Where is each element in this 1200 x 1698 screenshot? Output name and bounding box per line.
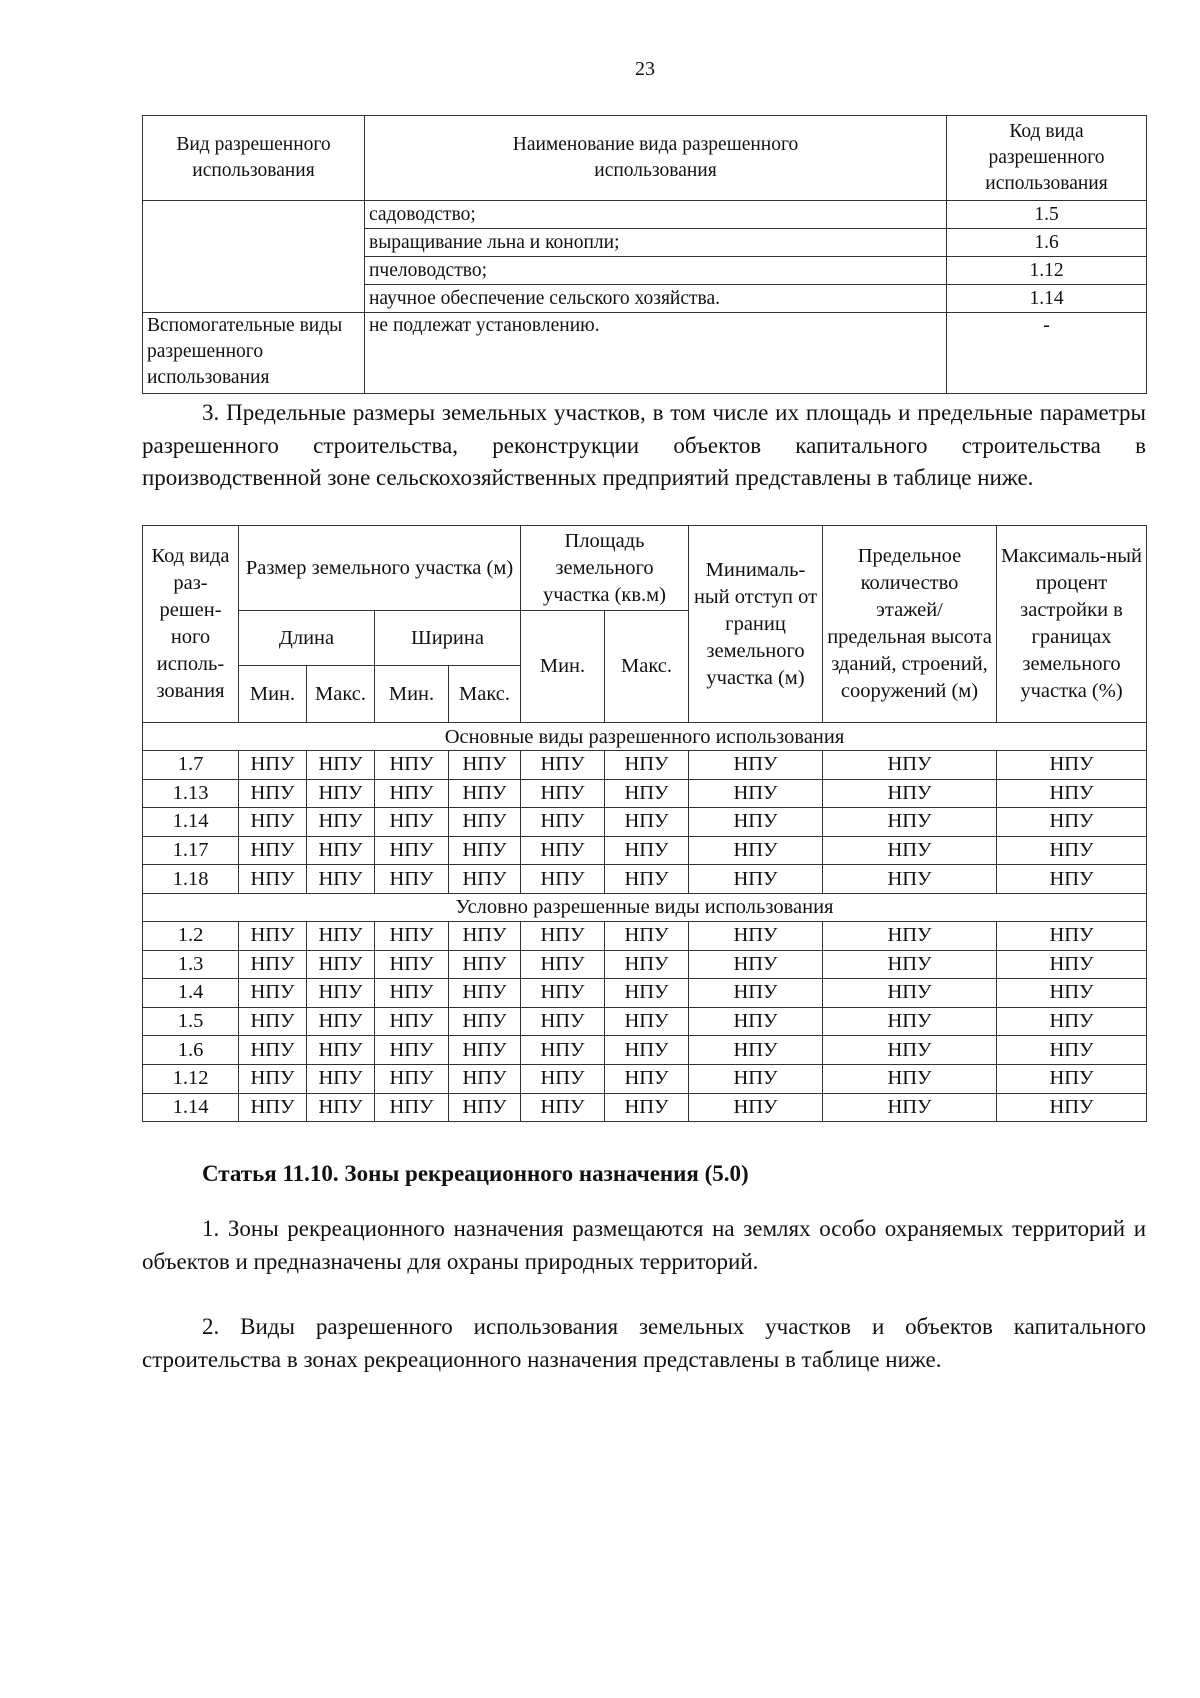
table-row xyxy=(143,779,1147,808)
value-cell: НПУ xyxy=(823,950,997,979)
header-row xyxy=(143,526,1147,611)
use-code: 1.5 xyxy=(947,201,1147,229)
value-cell: НПУ xyxy=(689,751,823,780)
value-cell: НПУ xyxy=(997,921,1147,950)
table-row xyxy=(143,313,1147,394)
value-cell: НПУ xyxy=(997,1036,1147,1065)
header-length-min: Мин. xyxy=(239,666,307,723)
value-cell: НПУ xyxy=(307,836,375,865)
header-area-max: Макс. xyxy=(605,611,689,723)
value-cell: НПУ xyxy=(307,865,375,894)
value-cell: НПУ xyxy=(239,979,307,1008)
section-row xyxy=(143,723,1147,751)
value-cell: НПУ xyxy=(521,1007,605,1036)
header-offset: Минималь-ный отступ от границ земельного участка (м) xyxy=(689,526,823,723)
value-cell: НПУ xyxy=(375,808,449,837)
value-cell: НПУ xyxy=(449,979,521,1008)
header-width-min: Мин. xyxy=(375,666,449,723)
value-cell: НПУ xyxy=(239,1064,307,1093)
use-code: 1.4 xyxy=(143,979,239,1008)
value-cell: НПУ xyxy=(239,1093,307,1122)
value-cell: НПУ xyxy=(375,1036,449,1065)
header-cell: Наименование вида разрешенного использования xyxy=(365,116,947,201)
value-cell: НПУ xyxy=(375,836,449,865)
value-cell: НПУ xyxy=(823,1093,997,1122)
value-cell: НПУ xyxy=(449,865,521,894)
use-name: садоводство; xyxy=(365,201,947,229)
value-cell: НПУ xyxy=(307,1036,375,1065)
table-header-row xyxy=(143,116,1147,201)
table-row xyxy=(143,865,1147,894)
header-width: Ширина xyxy=(375,611,521,666)
value-cell: НПУ xyxy=(997,979,1147,1008)
value-cell: НПУ xyxy=(375,1064,449,1093)
table-row xyxy=(143,1093,1147,1122)
value-cell: НПУ xyxy=(605,1036,689,1065)
value-cell: НПУ xyxy=(823,836,997,865)
table-row xyxy=(143,1036,1147,1065)
value-cell: НПУ xyxy=(823,979,997,1008)
value-cell: НПУ xyxy=(605,950,689,979)
value-cell: НПУ xyxy=(605,979,689,1008)
value-cell: НПУ xyxy=(689,1064,823,1093)
value-cell: НПУ xyxy=(997,751,1147,780)
value-cell: НПУ xyxy=(239,865,307,894)
value-cell: НПУ xyxy=(239,808,307,837)
value-cell: НПУ xyxy=(521,979,605,1008)
header-cell: Вид разрешенного использования xyxy=(143,116,365,201)
value-cell: НПУ xyxy=(689,950,823,979)
value-cell: НПУ xyxy=(375,1007,449,1036)
article-heading: Статья 11.10. Зоны рекреационного назначения (5.0) xyxy=(202,1161,749,1186)
use-code: 1.12 xyxy=(947,257,1147,285)
value-cell: НПУ xyxy=(605,865,689,894)
value-cell: НПУ xyxy=(239,1007,307,1036)
use-code: 1.2 xyxy=(143,921,239,950)
table-row xyxy=(143,921,1147,950)
value-cell: НПУ xyxy=(239,751,307,780)
use-code: 1.14 xyxy=(143,808,239,837)
value-cell: НПУ xyxy=(997,950,1147,979)
page-number: 23 xyxy=(635,58,655,80)
header-cell: Код вида разрешенного использования xyxy=(947,116,1147,201)
table-row xyxy=(143,808,1147,837)
value-cell: НПУ xyxy=(823,865,997,894)
table-row xyxy=(143,1007,1147,1036)
value-cell: НПУ xyxy=(375,950,449,979)
value-cell: НПУ xyxy=(449,921,521,950)
value-cell: НПУ xyxy=(449,950,521,979)
value-cell: НПУ xyxy=(449,1007,521,1036)
paragraph-text: 2. Виды разрешенного использования земельных участков и объектов капитального строительства в зонах рекреационного назначения представлены в таблице ниже. xyxy=(142,1314,1146,1372)
value-cell: НПУ xyxy=(689,836,823,865)
value-cell: НПУ xyxy=(689,921,823,950)
value-cell: НПУ xyxy=(449,808,521,837)
value-cell: НПУ xyxy=(375,779,449,808)
table-row xyxy=(143,950,1147,979)
value-cell: НПУ xyxy=(307,1064,375,1093)
value-cell: НПУ xyxy=(239,921,307,950)
value-cell: НПУ xyxy=(689,779,823,808)
value-cell: НПУ xyxy=(605,808,689,837)
value-cell: НПУ xyxy=(823,921,997,950)
value-cell: НПУ xyxy=(605,1007,689,1036)
header-size: Размер земельного участка (м) xyxy=(239,526,521,611)
table-row xyxy=(143,1064,1147,1093)
value-cell: НПУ xyxy=(689,865,823,894)
value-cell: НПУ xyxy=(689,808,823,837)
section-title: Условно разрешенные виды использования xyxy=(143,893,1147,921)
value-cell: НПУ xyxy=(239,1036,307,1065)
use-code: 1.5 xyxy=(143,1007,239,1036)
use-code: 1.18 xyxy=(143,865,239,894)
use-name: выращивание льна и конопли; xyxy=(365,229,947,257)
use-code: 1.14 xyxy=(143,1093,239,1122)
value-cell: НПУ xyxy=(605,921,689,950)
header-length: Длина xyxy=(239,611,375,666)
value-cell: НПУ xyxy=(605,836,689,865)
paragraph-uses xyxy=(142,1311,1146,1376)
header-code: Код вида раз-решен-ного исполь-зования xyxy=(143,526,239,723)
use-code: 1.14 xyxy=(947,285,1147,313)
value-cell: НПУ xyxy=(521,950,605,979)
paragraph-text: 3. Предельные размеры земельных участков, в том числе их площадь и предельные параметры разрешенного строительства, реконструкции объектов капитального строительства в производственной зоне сельскохозяйственных предприятий представлены в таблице ниже. xyxy=(142,400,1146,490)
value-cell: НПУ xyxy=(449,1093,521,1122)
value-cell: НПУ xyxy=(605,779,689,808)
use-code: 1.6 xyxy=(143,1036,239,1065)
value-cell: НПУ xyxy=(307,808,375,837)
empty-cell xyxy=(143,201,365,313)
value-cell: НПУ xyxy=(997,1007,1147,1036)
value-cell: НПУ xyxy=(307,921,375,950)
value-cell: НПУ xyxy=(375,921,449,950)
use-type: Вспомогательные виды разрешенного использования xyxy=(143,313,365,394)
paragraph-text: 1. Зоны рекреационного назначения размещаются на землях особо охраняемых территорий и объектов и предназначены для охраны природных территорий. xyxy=(142,1216,1146,1274)
value-cell: НПУ xyxy=(239,836,307,865)
table-row xyxy=(143,979,1147,1008)
value-cell: НПУ xyxy=(449,1064,521,1093)
value-cell: НПУ xyxy=(521,836,605,865)
value-cell: НПУ xyxy=(307,950,375,979)
value-cell: НПУ xyxy=(823,1007,997,1036)
header-area: Площадь земельного участка (кв.м) xyxy=(521,526,689,611)
value-cell: НПУ xyxy=(375,865,449,894)
value-cell: НПУ xyxy=(521,921,605,950)
value-cell: НПУ xyxy=(689,1036,823,1065)
value-cell: НПУ xyxy=(997,1064,1147,1093)
value-cell: НПУ xyxy=(823,1064,997,1093)
value-cell: НПУ xyxy=(521,1064,605,1093)
use-name: научное обеспечение сельского хозяйства. xyxy=(365,285,947,313)
value-cell: НПУ xyxy=(997,779,1147,808)
value-cell: НПУ xyxy=(307,1007,375,1036)
value-cell: НПУ xyxy=(521,779,605,808)
value-cell: НПУ xyxy=(823,751,997,780)
use-code: 1.3 xyxy=(143,950,239,979)
value-cell: НПУ xyxy=(375,1093,449,1122)
value-cell: НПУ xyxy=(521,1036,605,1065)
value-cell: НПУ xyxy=(307,1093,375,1122)
header-area-min: Мин. xyxy=(521,611,605,723)
use-code: 1.13 xyxy=(143,779,239,808)
value-cell: НПУ xyxy=(307,751,375,780)
table-row xyxy=(143,836,1147,865)
header-width-max: Макс. xyxy=(449,666,521,723)
value-cell: НПУ xyxy=(605,1064,689,1093)
value-cell: НПУ xyxy=(605,1093,689,1122)
section-title: Основные виды разрешенного использования xyxy=(143,723,1147,751)
value-cell: НПУ xyxy=(997,808,1147,837)
value-cell: НПУ xyxy=(375,751,449,780)
header-percent: Максималь-ный процент застройки в границах земельного участка (%) xyxy=(997,526,1147,723)
value-cell: НПУ xyxy=(239,950,307,979)
use-code: 1.6 xyxy=(947,229,1147,257)
value-cell: НПУ xyxy=(689,1093,823,1122)
value-cell: НПУ xyxy=(689,979,823,1008)
value-cell: НПУ xyxy=(521,1093,605,1122)
header-floors: Предельное количество этажей/ предельная высота зданий, строений, сооружений (м) xyxy=(823,526,997,723)
use-code: 1.12 xyxy=(143,1064,239,1093)
value-cell: НПУ xyxy=(823,808,997,837)
value-cell: НПУ xyxy=(997,1093,1147,1122)
paragraph-zones xyxy=(142,1213,1146,1278)
value-cell: НПУ xyxy=(605,751,689,780)
header-length-max: Макс. xyxy=(307,666,375,723)
value-cell: НПУ xyxy=(449,779,521,808)
section-row xyxy=(143,893,1147,921)
value-cell: НПУ xyxy=(997,865,1147,894)
use-code: - xyxy=(947,313,1147,394)
value-cell: НПУ xyxy=(375,979,449,1008)
value-cell: НПУ xyxy=(521,751,605,780)
use-code: 1.17 xyxy=(143,836,239,865)
value-cell: НПУ xyxy=(823,779,997,808)
value-cell: НПУ xyxy=(521,865,605,894)
land-use-table xyxy=(142,115,1147,394)
value-cell: НПУ xyxy=(997,836,1147,865)
value-cell: НПУ xyxy=(449,836,521,865)
value-cell: НПУ xyxy=(449,751,521,780)
table-row xyxy=(143,201,1147,229)
value-cell: НПУ xyxy=(689,1007,823,1036)
use-name: пчеловодство; xyxy=(365,257,947,285)
value-cell: НПУ xyxy=(307,779,375,808)
table-row xyxy=(143,751,1147,780)
value-cell: НПУ xyxy=(239,779,307,808)
use-name: не подлежат установлению. xyxy=(365,313,947,394)
value-cell: НПУ xyxy=(307,979,375,1008)
parameters-table xyxy=(142,525,1147,1122)
value-cell: НПУ xyxy=(449,1036,521,1065)
value-cell: НПУ xyxy=(823,1036,997,1065)
paragraph-limits xyxy=(142,397,1146,495)
value-cell: НПУ xyxy=(521,808,605,837)
use-code: 1.7 xyxy=(143,751,239,780)
